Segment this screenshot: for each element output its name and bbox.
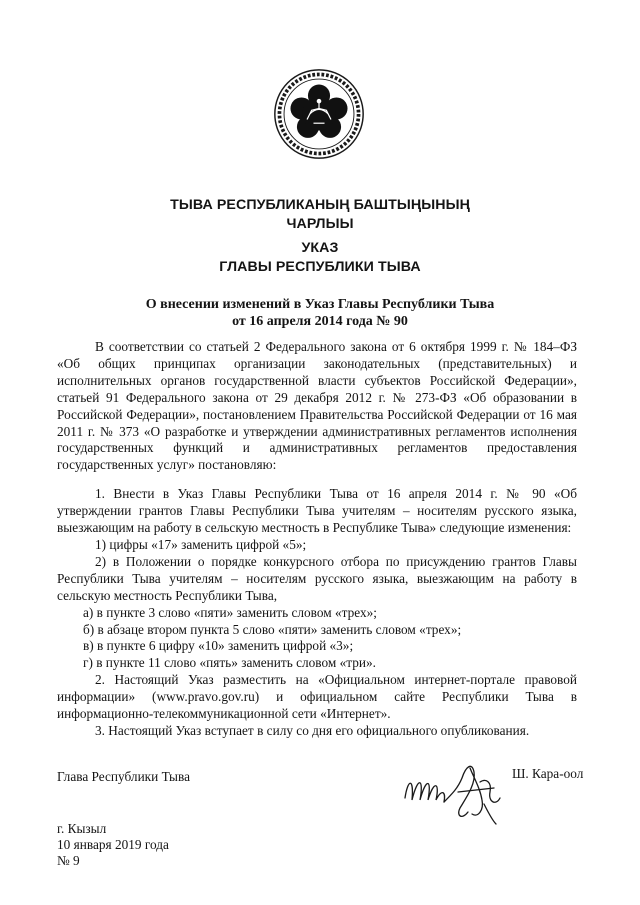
document-title-line-2: от 16 апреля 2014 года № 90 [232,314,408,329]
signing-date: 10 января 2019 года [57,837,169,852]
clause-2: 2. Настоящий Указ разместить на «Официальном интернет-портале правовой информации» (www.pravo.gov.ru) и официальном сайте Республики Тыва в информационно-телекоммуникационной сети «Интернет». [57,672,577,722]
decree-body [57,339,577,740]
header-line-tuvan-2: ЧАРЛЫЫ [286,216,354,232]
document-footer [57,821,169,869]
issuer: ГЛАВЫ РЕСПУБЛИКИ ТЫВА [219,259,421,275]
decree-number: № 9 [57,853,80,868]
clause-1-item-2: 2) в Положении о порядке конкурсного отбора по присуждению грантов Главы Республики Тыва учителям – носителям русского языка, выезжающим на работу в сельскую местность Республики Тыва, [57,553,577,603]
clause-1-item-1: 1) цифры «17» заменить цифрой «5»; [95,536,307,552]
sub-item-g: г) в пункте 11 слово «пять» заменить словом «три». [83,655,376,671]
signer-name: Ш. Кара-оол [512,766,584,781]
preamble-paragraph: В соответствии со статьей 2 Федерального закона от 6 октября 1999 г. № 184–ФЗ «Об общих принципах организации законодательных (представительных) и исполнительных органов государственной власти субъектов Российской Федерации», статьей 91 Федерального закона от 29 декабря 2012 г. № 273-ФЗ «Об образовании в Российской Федерации», постановлением Правительства Российской Федерации от 16 мая 2011 г. № 373 «О разработке и утверждении административных регламентов исполнения государственных функций и административных регламентов предоставления государственных услуг» постановляю: [57,339,577,473]
signer-position: Глава Республики Тыва [57,769,190,784]
sub-item-v: в) в пункте 6 цифру «10» заменить цифрой «3»; [83,638,354,654]
sub-item-a: а) в пункте 3 слово «пяти» заменить словом «трех»; [83,604,377,620]
document-title-line-1: О внесении изменений в Указ Главы Республики Тыва [145,297,495,312]
clause-3: 3. Настоящий Указ вступает в силу со дня его официального опубликования. [95,722,530,738]
sub-item-b: б) в абзаце втором пункта 5 слово «пяти» заменить словом «трех»; [83,621,462,637]
document-type: УКАЗ [301,240,339,256]
header-line-tuvan: ТЫВА РЕСПУБЛИКАНЫҢ БАШТЫҢЫНЫҢ [170,197,470,213]
place-of-signing: г. Кызыл [57,821,107,836]
emblem-of-tuva-icon [273,68,365,160]
clause-1: 1. Внести в Указ Главы Республики Тыва от 16 апреля 2014 г. № 90 «Об утверждении грантов Главы Республики Тыва учителям – носителям русского языка, выезжающим на работу в сельскую местность в Республике Тыва» следующие изменения: [57,486,577,536]
handwritten-signature [400,748,510,828]
